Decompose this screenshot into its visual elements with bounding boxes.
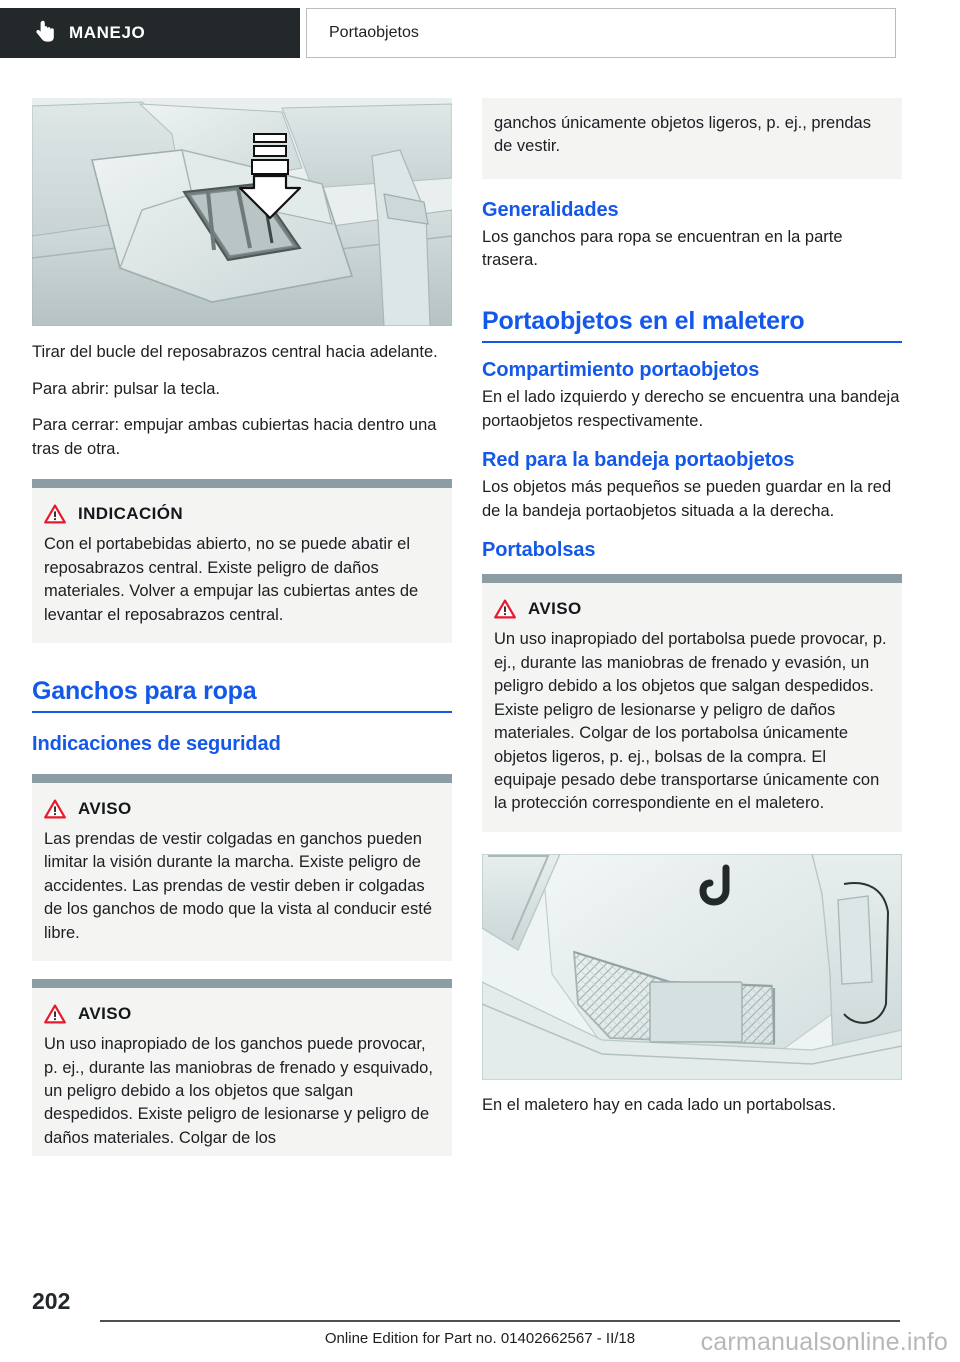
warning-triangle-icon bbox=[44, 799, 66, 819]
notice-continuation-text: ganchos únicamente objetos ligeros, p. ej., prendas de vestir. bbox=[494, 114, 871, 156]
trunk-side-net-and-hook-illustration bbox=[482, 854, 902, 1080]
page-header bbox=[0, 8, 960, 58]
notice-body-text: Las prendas de vestir colgadas en ganchos pueden limitar la visión durante la marcha. Existe peligro de accidentes. Las prendas de vestir deben ir colgadas de los ganchos de modo que la vista al conducir esté libre. bbox=[44, 830, 432, 942]
heading-indicaciones-de-seguridad: Indicaciones de seguridad bbox=[32, 733, 281, 756]
paragraph-red: Los objetos más pequeños se pueden guardar en la red de la bandeja portaobjetos situada a la derecha. bbox=[482, 478, 892, 520]
paragraph-compartimiento: En el lado izquierdo y derecho se encuentra una bandeja portaobjetos respectivamente. bbox=[482, 388, 900, 430]
notice-title: INDICACIÓN bbox=[78, 504, 184, 524]
trunk-figure-graphic bbox=[482, 854, 902, 1080]
notice-top-bar bbox=[32, 979, 452, 988]
page-number: 202 bbox=[32, 1288, 71, 1314]
hand-pointing-icon bbox=[36, 20, 56, 46]
notice-header bbox=[44, 504, 440, 524]
rear-armrest-cupholder-illustration bbox=[32, 98, 452, 326]
notice-body-text: Un uso inapropiado del portabolsa puede provocar, p. ej., durante las maniobras de frenado y evasión, un peligro debido a los objetos que salgan despedidos. Existe peligro de lesionarse y peligro de daños materiales. Colgar de los portabolsa únicamente objetos ligeros, p. ej., bolsas de la compra. El equipaje pesado debe transportarse únicamente con la protección correspondiente en el maletero. bbox=[494, 630, 887, 813]
paragraph-pull-loop: Tirar del bucle del reposabrazos central hacia adelante. bbox=[32, 343, 438, 361]
notice-body-text: Un uso inapropiado de los ganchos puede provocar, p. ej., durante las maniobras de frenado y esquivado, un peligro debido a los objetos que salgan despedidos. Existe peligro de lesionarse y peligro de daños materiales. Colgar de los bbox=[44, 1035, 433, 1147]
left-column bbox=[32, 98, 452, 1156]
warning-triangle-icon bbox=[44, 1004, 66, 1024]
heading-ganchos-para-ropa: Ganchos para ropa bbox=[32, 677, 452, 713]
notice-header bbox=[44, 1004, 440, 1024]
heading-portabolsas: Portabolsas bbox=[482, 539, 596, 562]
heading-portaobjetos-en-el-maletero: Portaobjetos en el maletero bbox=[482, 307, 902, 343]
paragraph-generalidades: Los ganchos para ropa se encuentran en la parte trasera. bbox=[482, 227, 843, 270]
chapter-tab[interactable] bbox=[0, 8, 300, 58]
paragraph-open: Para abrir: pulsar la tecla. bbox=[32, 379, 221, 398]
notice-body-text: Con el portabebidas abierto, no se puede abatir el reposabrazos central. Existe peligro de daños materiales. Volver a empujar las cubiertas antes de levantar el reposabrazos central. bbox=[44, 535, 419, 624]
right-column bbox=[482, 98, 902, 1117]
section-label: Portaobjetos bbox=[329, 24, 419, 41]
notice-title: AVISO bbox=[78, 1004, 132, 1024]
notice-title: AVISO bbox=[78, 799, 132, 819]
section-tab[interactable] bbox=[306, 8, 896, 58]
paragraph-close: Para cerrar: empujar ambas cubiertas hacia dentro una tras de otra. bbox=[32, 416, 437, 458]
heading-compartimiento-portaobjetos: Compartimiento portaobjetos bbox=[482, 359, 760, 382]
armrest-figure-graphic bbox=[32, 98, 452, 326]
notice-aviso-ganchos-vision bbox=[32, 774, 452, 961]
notice-top-bar bbox=[32, 774, 452, 783]
notice-top-bar bbox=[482, 574, 902, 583]
edition-line: Online Edition for Part no. 01402662567 - II/18 bbox=[324, 1330, 636, 1347]
footer-divider bbox=[100, 1320, 900, 1322]
notice-header bbox=[44, 799, 440, 819]
figure-caption-portabolsas: En el maletero hay en cada lado un portabolsas. bbox=[482, 1095, 837, 1114]
heading-generalidades: Generalidades bbox=[482, 198, 619, 221]
notice-aviso-portabolsas bbox=[482, 574, 902, 831]
site-watermark: carmanualsonline.info bbox=[700, 1328, 948, 1356]
chapter-label: MANEJO bbox=[69, 23, 146, 42]
notice-aviso-ganchos-uso bbox=[32, 979, 452, 1156]
heading-red-bandeja-portaobjetos: Red para la bandeja portaobjetos bbox=[482, 449, 795, 472]
notice-top-bar bbox=[32, 479, 452, 488]
page-footer bbox=[0, 1266, 960, 1362]
notice-title: AVISO bbox=[528, 599, 582, 619]
warning-triangle-icon bbox=[494, 599, 516, 619]
notice-indicacion bbox=[32, 479, 452, 643]
notice-continuation-box bbox=[482, 98, 902, 179]
notice-header bbox=[494, 599, 890, 619]
warning-triangle-icon bbox=[44, 504, 66, 524]
